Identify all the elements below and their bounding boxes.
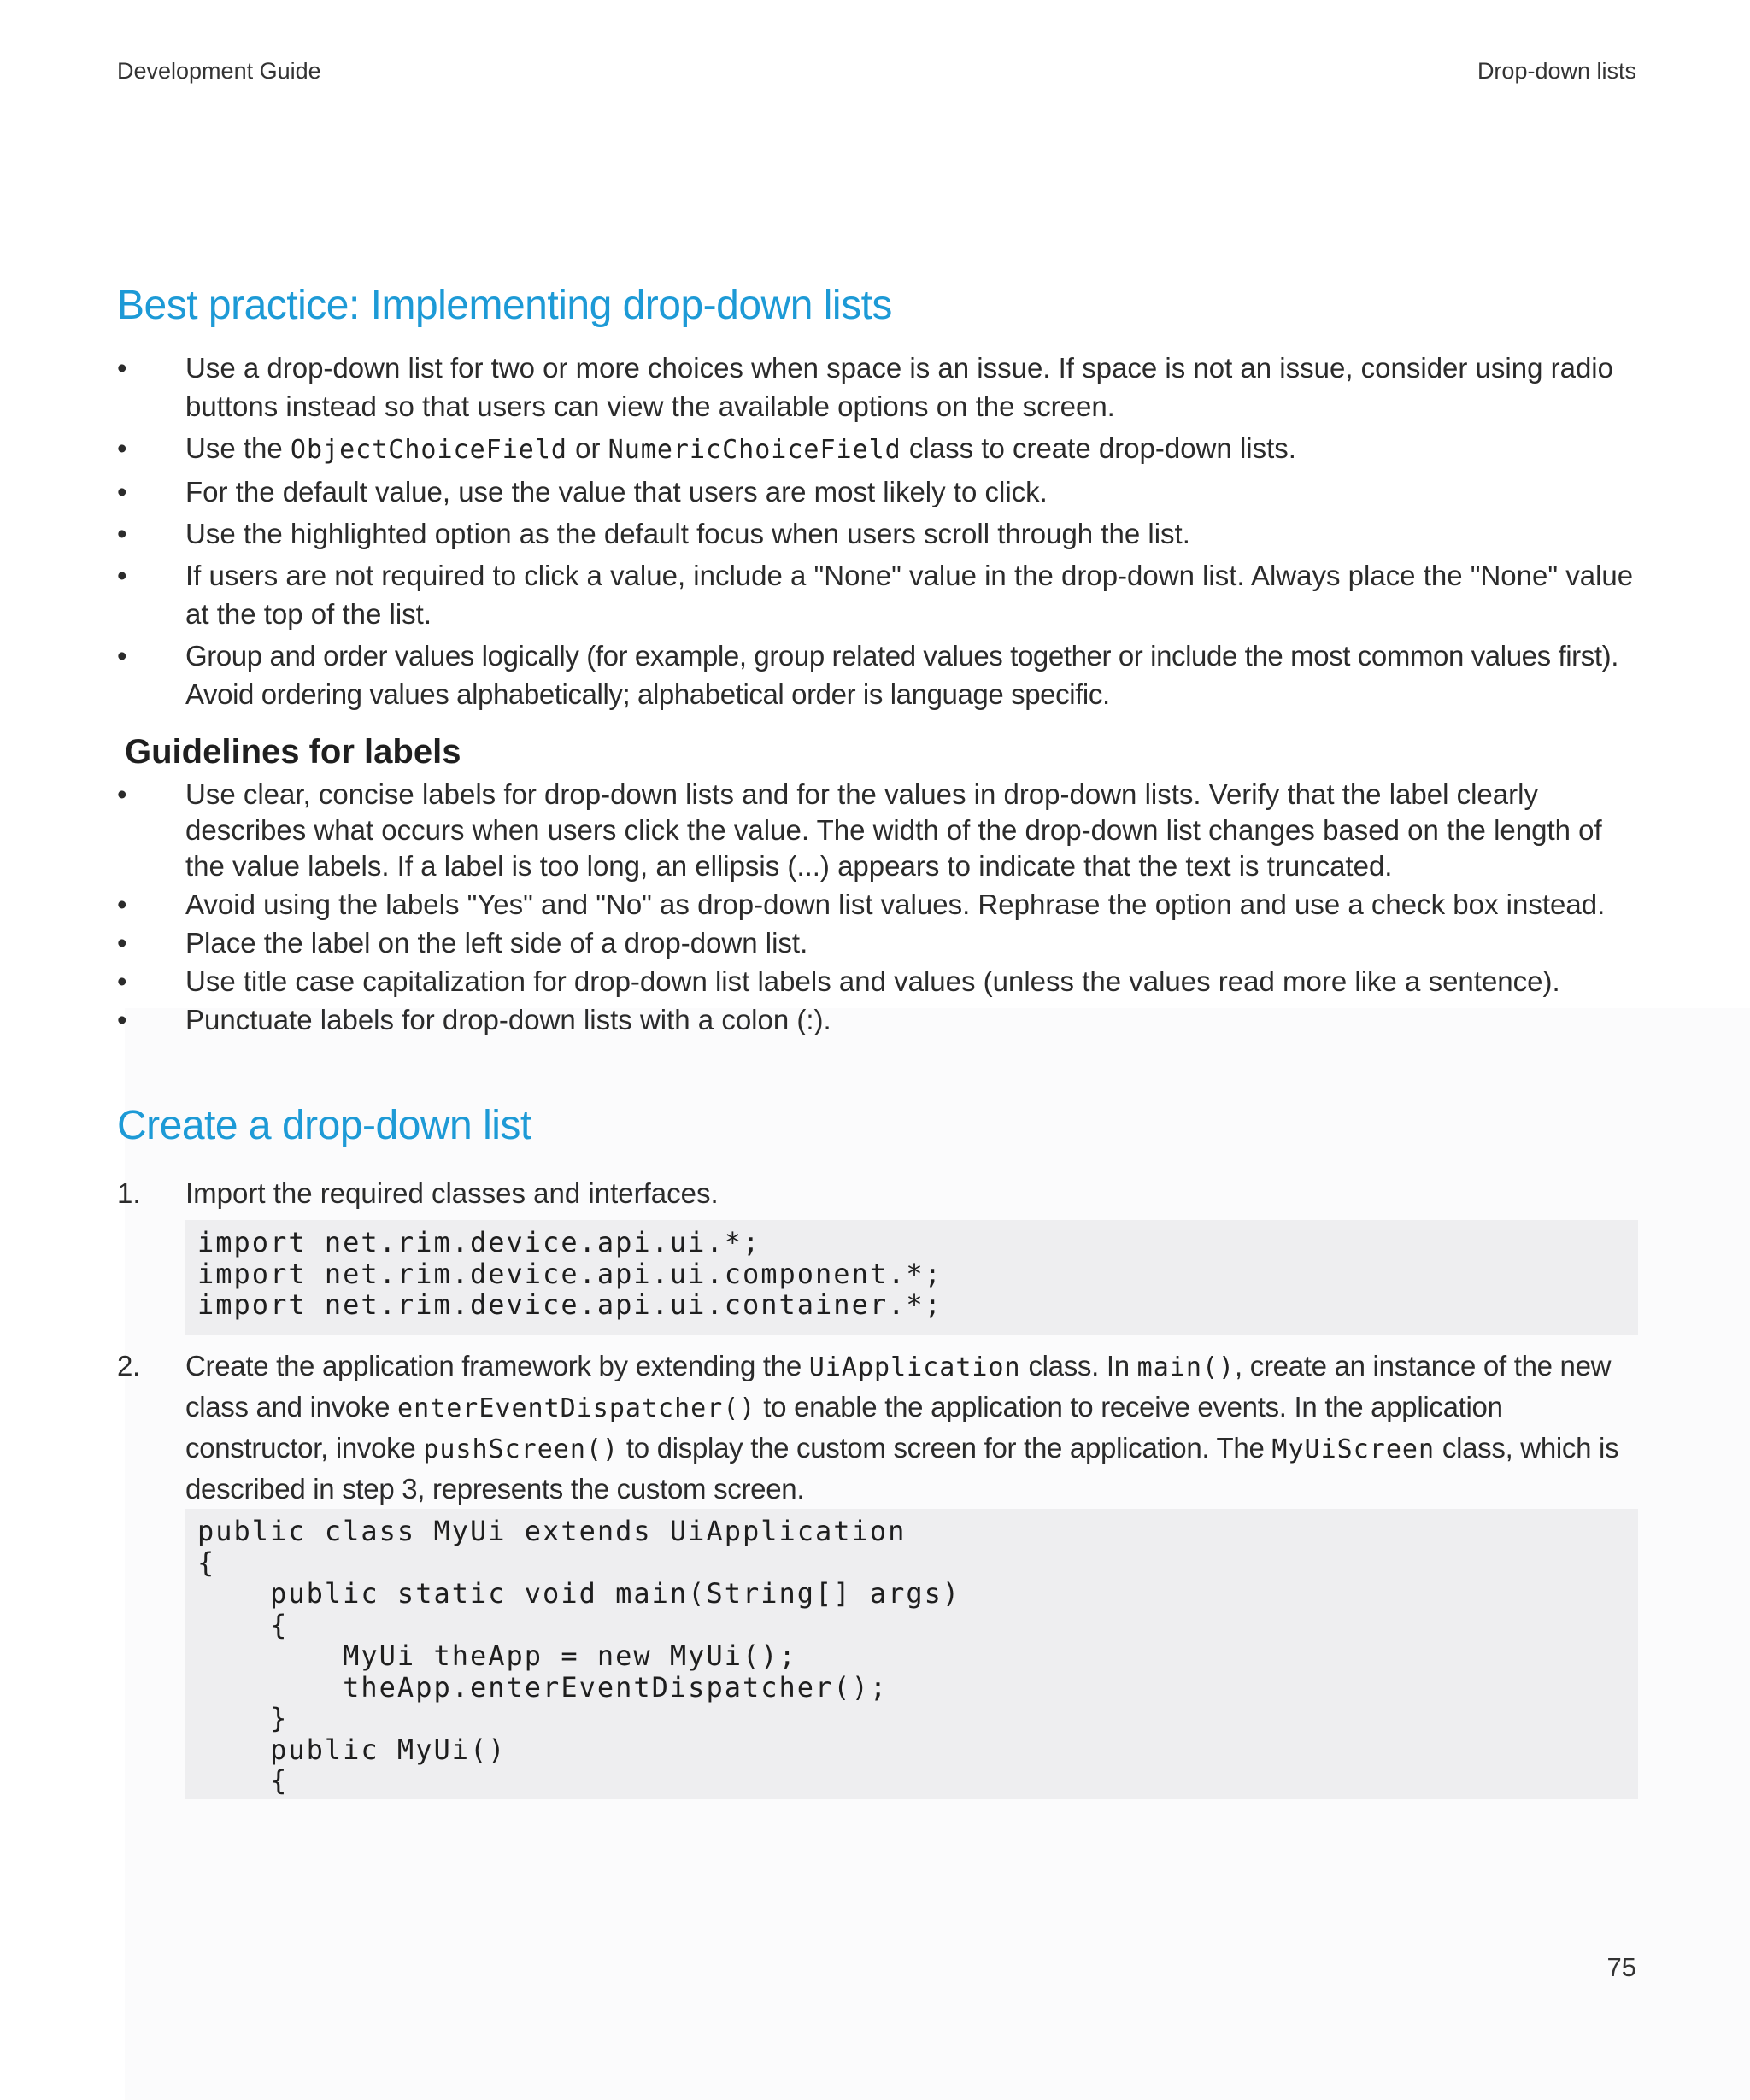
step-number: 2. bbox=[117, 1350, 140, 1381]
list-item-text: class to create drop-down lists. bbox=[901, 432, 1296, 464]
step-1 bbox=[117, 1174, 1638, 1212]
inline-code: UiApplication bbox=[808, 1352, 1021, 1382]
list-item-text: Group and order values logically (for example, group related values together or include the most common values first). Avoid ordering values alphabetically; alphabetical order is language specific. bbox=[185, 640, 1618, 710]
list-item-text: or bbox=[567, 432, 608, 464]
list-item bbox=[117, 349, 1638, 425]
bullet: • bbox=[117, 1004, 127, 1035]
list-item bbox=[117, 887, 1638, 923]
step-number: 1. bbox=[117, 1177, 141, 1209]
list-item bbox=[117, 472, 1638, 511]
best-practice-heading: Best practice: Implementing drop-down lists bbox=[117, 283, 892, 328]
list-item bbox=[117, 514, 1638, 553]
step-2 bbox=[117, 1346, 1638, 1509]
list-item-text: Use title case capitalization for drop-down list labels and values (unless the values read more like a sentence). bbox=[185, 965, 1560, 997]
list-item-text: For the default value, use the value that users are most likely to click. bbox=[185, 476, 1048, 507]
list-item bbox=[117, 429, 1638, 469]
list-item bbox=[117, 556, 1638, 633]
list-item-text: If users are not required to click a value, include a "None" value in the drop-down list. Always place the "None" value at the top of the list. bbox=[185, 560, 1634, 630]
inline-code: main() bbox=[1136, 1352, 1236, 1382]
bullet: • bbox=[117, 518, 127, 549]
list-item-text: Use the bbox=[185, 432, 291, 464]
inline-code: pushScreen() bbox=[423, 1434, 620, 1464]
page-number: 75 bbox=[1606, 1952, 1636, 1982]
bullet: • bbox=[117, 927, 127, 959]
step-text: class. In bbox=[1020, 1350, 1137, 1381]
step-text: , create an instance of the new class and invoke bbox=[185, 1350, 1612, 1422]
list-item-text: Use a drop-down list for two or more choices when space is an issue. If space is not an issue, consider using radio buttons instead so that users can view the available options on the screen. bbox=[185, 352, 1613, 422]
step-text: Create the application framework by extending the bbox=[185, 1350, 809, 1381]
create-dropdown-heading: Create a drop-down list bbox=[117, 1103, 531, 1148]
list-item-text: Use the highlighted option as the default focus when users scroll through the list. bbox=[185, 518, 1190, 549]
bullet: • bbox=[117, 778, 127, 810]
list-item-text: Punctuate labels for drop-down lists with a colon (:). bbox=[185, 1004, 831, 1035]
header-chapter-title: Drop-down lists bbox=[1477, 58, 1636, 84]
step-text: to enable the application to receive events. In the application constructor, invoke bbox=[185, 1391, 1503, 1464]
guidelines-heading: Guidelines for labels bbox=[125, 733, 461, 771]
bullet: • bbox=[117, 965, 127, 997]
code-block-myui: public class MyUi extends UiApplication { public static void main(String[] args) { MyUi theApp = new MyUi(); theApp.enterEventDispatcher(); } public MyUi() { bbox=[185, 1509, 1638, 1799]
step-text: Import the required classes and interfaces. bbox=[185, 1177, 719, 1209]
list-item bbox=[117, 777, 1638, 884]
inline-code: MyUiScreen bbox=[1271, 1434, 1436, 1464]
inline-code: ObjectChoiceField bbox=[290, 435, 567, 465]
step-item bbox=[117, 1346, 1638, 1509]
list-item bbox=[117, 1002, 1638, 1038]
step-item bbox=[117, 1174, 1638, 1212]
header-doc-title: Development Guide bbox=[117, 58, 321, 84]
bullet: • bbox=[117, 476, 127, 507]
running-header bbox=[117, 58, 1636, 85]
best-practice-list bbox=[117, 349, 1638, 713]
list-item bbox=[117, 925, 1638, 961]
list-item-text: Place the label on the left side of a drop-down list. bbox=[185, 927, 808, 959]
inline-code: NumericChoiceField bbox=[608, 435, 901, 465]
bullet: • bbox=[117, 889, 127, 920]
bullet: • bbox=[117, 352, 127, 384]
list-item bbox=[117, 636, 1638, 713]
step-text: class, which is described in step 3, represents the custom screen. bbox=[185, 1432, 1619, 1505]
inline-code: enterEventDispatcher() bbox=[397, 1393, 756, 1423]
list-item-text: Avoid using the labels "Yes" and "No" as drop-down list values. Rephrase the option and use a check box instead. bbox=[185, 889, 1606, 920]
bullet: • bbox=[117, 640, 127, 672]
list-item-text: Use clear, concise labels for drop-down lists and for the values in drop-down lists. Verify that the label clearly describes what occurs when users click the value. The width of the drop-down list changes based on the length of the value labels. If a label is too long, an ellipsis (...) appears to indicate that the text is truncated. bbox=[185, 778, 1602, 882]
guidelines-list bbox=[117, 777, 1638, 1038]
step-text: to display the custom screen for the application. The bbox=[619, 1432, 1272, 1464]
bullet: • bbox=[117, 432, 127, 464]
list-item bbox=[117, 964, 1638, 1000]
bullet: • bbox=[117, 560, 127, 591]
code-block-imports: import net.rim.device.api.ui.*; import net.rim.device.api.ui.component.*; import net.rim.device.api.ui.container.*; bbox=[185, 1220, 1638, 1335]
